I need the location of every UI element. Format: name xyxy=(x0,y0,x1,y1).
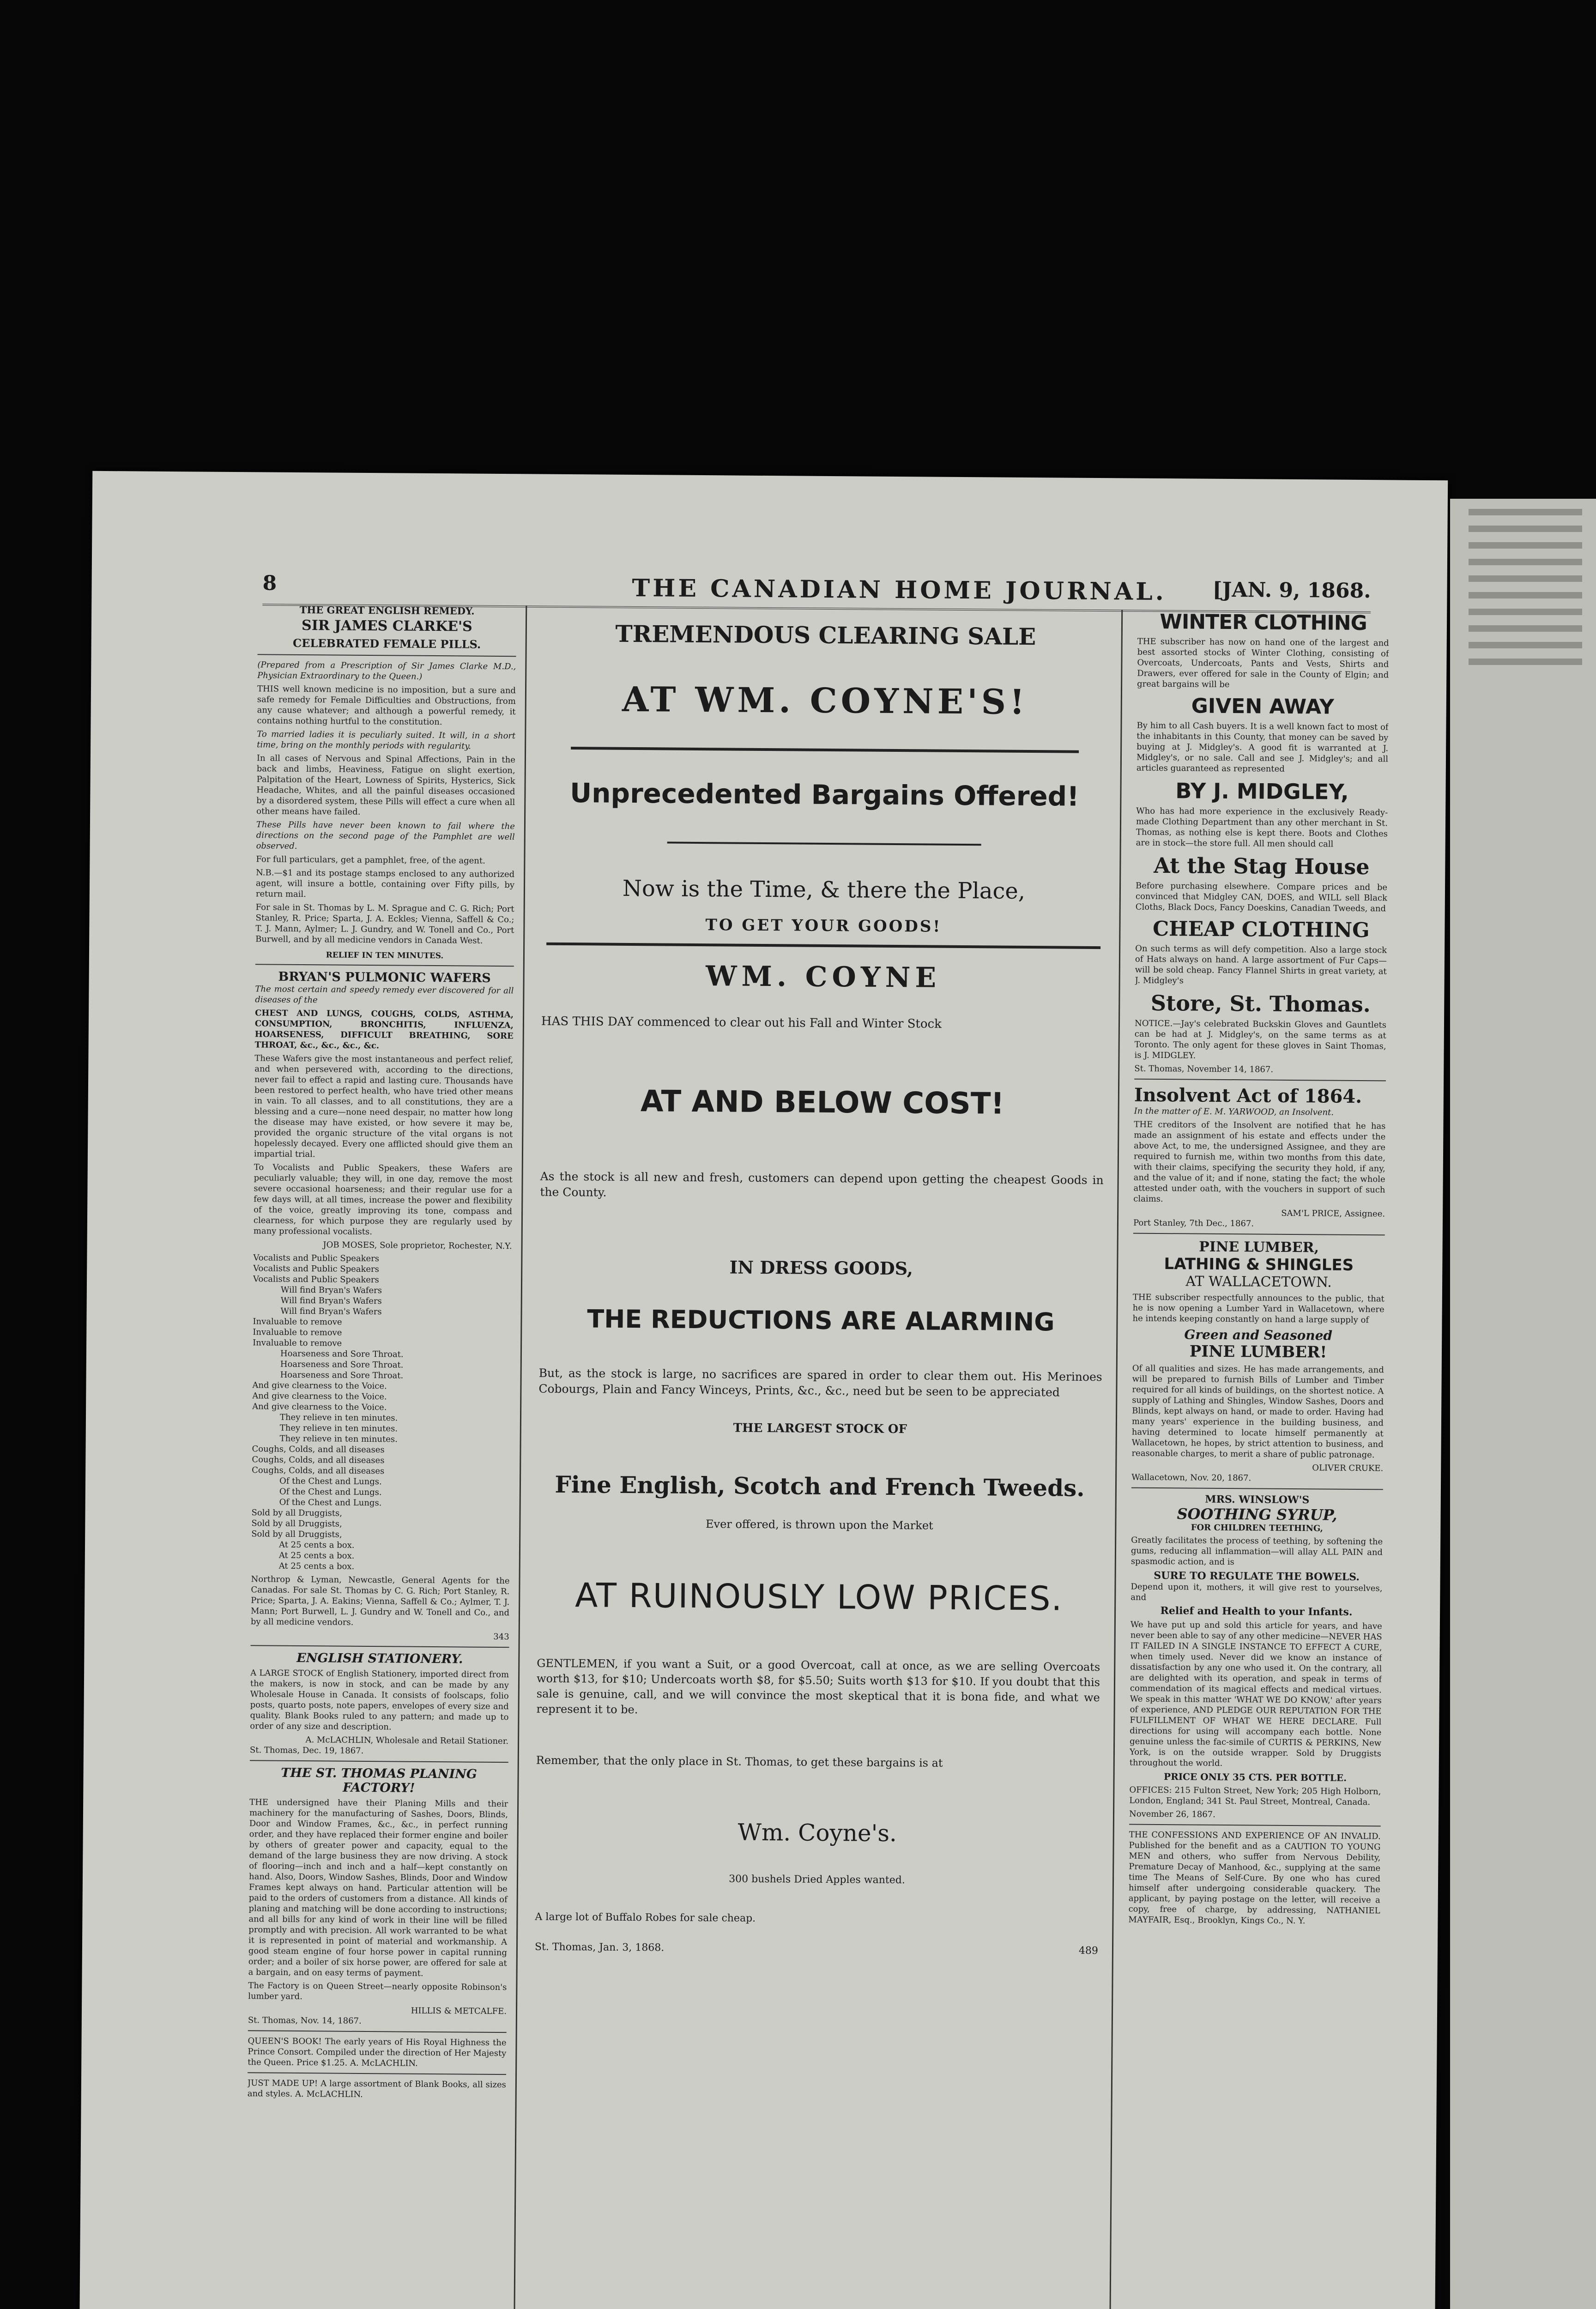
stationery-signer: A. McLACHLIN, Wholesale and Retail Stationer. xyxy=(305,1735,509,1747)
queens-book-ad: QUEEN'S BOOK! The early years of His Royal Highness the Prince Consort. Compiled under the direction of Her Majesty the Queen. Price $1.25. A. McLACHLIN. xyxy=(248,2036,507,2068)
insolvent-date: Port Stanley, 7th Dec., 1867. xyxy=(1133,1218,1254,1229)
wafers-line: They relieve in ten minutes. xyxy=(279,1423,398,1434)
price-line: PRICE ONLY 35 CTS. PER BOTTLE. xyxy=(1164,1771,1347,1783)
wafers-line: Invaluable to remove xyxy=(253,1317,342,1327)
wafers-line: And give clearness to the Voice. xyxy=(252,1402,387,1413)
wafers-line: Vocalists and Public Speakers xyxy=(253,1253,380,1264)
divider xyxy=(1131,1487,1383,1490)
gloves-notice: NOTICE.—Jay's celebrated Buckskin Gloves and Gauntlets can be had at J. Midgley's, on the same terms as at Toronto. The only agent for these gloves in Saint Thomas, is J. MIDGLEY. xyxy=(1134,1018,1387,1061)
wafers-body: These Wafers give the most instantaneous and perfect relief, and when persevered with, according to the directions, never fail to effect a rapid and lasting cure. Thousands have been restored to perfect health, who have tried other means in vain. To all classes, and to all constitutions, they are a blessing and a cure—none need despair, no matter how long the disease may have existed, or how severe it may be, provided the organic structure of the vital organs is not hopelessly decayed. Every one afflicted should give them an impartial trial. xyxy=(254,1053,514,1160)
middle-column xyxy=(517,605,1123,2309)
wafers-line: Will find Bryan's Wafers xyxy=(280,1306,382,1317)
newspaper-page xyxy=(79,471,1448,2309)
depend-note: Depend upon it, mothers, it will give rest to yourselves, and xyxy=(1130,1582,1383,1602)
text-line xyxy=(1469,509,1582,515)
factory-title: THE ST. THOMAS PLANING FACTORY! xyxy=(281,1765,478,1795)
store-name-heading: AT WM. COYNE'S! xyxy=(622,679,1028,722)
wafers-line: Invaluable to remove xyxy=(253,1338,342,1348)
winter-clothing-body: THE subscriber has now on hand one of the largest and best assorted stocks of Winter Clothing, consisting of Overcoats, Undercoats, Pants and Vests, Shirts and Drawers, ever offered for sale in the County of Elgin; and great bargains will be xyxy=(1137,636,1389,690)
remedy-kicker: THE GREAT ENGLISH REMEDY. xyxy=(299,604,475,617)
text-line xyxy=(1469,592,1582,598)
text-line xyxy=(1469,575,1582,582)
wafers-line: Hoarseness and Sore Throat. xyxy=(280,1359,404,1370)
remedy-title: SIR JAMES CLARKE'S xyxy=(301,617,472,635)
remedy-body: For sale in St. Thomas by L. M. Sprague and C. G. Rich; Port Stanley, R. Price; Sparta, J. A. Eckles; Vienna, Saffell & Co.; T. J. Mann, Aylmer; L. J. Gundry, and W. Tonell and Co., Port Burwell, and by all medicine vendors in Canada West. xyxy=(255,902,514,946)
midgley-heading: BY J. MIDGLEY, xyxy=(1175,778,1349,804)
wafers-line: Of the Chest and Lungs. xyxy=(279,1497,382,1508)
dress-goods-note: But, as the stock is large, no sacrifices are spared in order to clear them out. His Merinoes Cobourgs, Plain and Fancy Winceys, Prints, &c., &c., need but be seen to be appreciated xyxy=(538,1366,1102,1399)
blank-books-ad: JUST MADE UP! A large assortment of Blank Books, all sizes and styles. A. McLACHLIN. xyxy=(247,2078,506,2099)
divider xyxy=(667,842,981,846)
remedy-body: N.B.—$1 and its postage stamps enclosed to any authorized agent, will insure a bottle, containing over Fifty pills, by return mail. xyxy=(255,868,515,900)
offices: OFFICES: 215 Fulton Street, New York; 205 High Holborn, London, England; 341 St. Paul Street, Montreal, Canada. xyxy=(1129,1785,1381,1807)
sale-headline: TREMENDOUS CLEARING SALE xyxy=(615,620,1036,651)
wallacetown-body: THE subscriber respectfully announces to the public, that he is now opening a Lumber Yard in Wallacetown, where he intends keeping constantly on hand a large supply of xyxy=(1132,1292,1384,1325)
wafers-line: They relieve in ten minutes. xyxy=(279,1412,398,1423)
remedy-body: To married ladies it is peculiarly suited. It will, in a short time, bring on the monthly periods with regularity. xyxy=(257,729,516,751)
now-heading: Now is the Time, & there the Place, xyxy=(622,875,1026,904)
wafers-line: Sold by all Druggists, xyxy=(251,1508,343,1518)
store-location-heading: Store, St. Thomas. xyxy=(1150,990,1371,1017)
divider xyxy=(571,747,1079,753)
lathing-heading: LATHING & SHINGLES xyxy=(1164,1255,1354,1275)
green-seasoned-heading: Green and Seasoned xyxy=(1184,1327,1333,1343)
wafers-line: Sold by all Druggists, xyxy=(251,1529,342,1540)
bargains-heading: Unprecedented Bargains Offered! xyxy=(569,777,1079,812)
wafers-line: They relieve in ten minutes. xyxy=(279,1433,398,1445)
wafers-line: Coughs, Colds, and all diseases xyxy=(252,1444,385,1455)
remedy-credit: (Prepared from a Prescription of Sir James Clarke M.D., Physician Extraordinary to the Queen.) xyxy=(257,660,516,682)
left-column xyxy=(245,604,527,2309)
remedy-body: These Pills have never been known to fail where the directions on the second page of the Pamphlet are well observed. xyxy=(256,820,515,851)
children-subheading: FOR CHILDREN TEETHING, xyxy=(1191,1523,1324,1534)
wafers-tagline: The most certain and speedy remedy ever discovered for all diseases of the xyxy=(255,984,514,1005)
gentlemen-note: GENTLEMEN, if you want a Suit, or a good Overcoat, call at once, as we are selling Overcoats worth $13, for $10; Undercoats worth $8, for $5.50; Suits worth $13 for $10. If you doubt that this sale is genuine, call, and we will convince the most skeptical that it is bona fide, and what we represent it to be. xyxy=(536,1656,1100,1717)
text-line xyxy=(1469,542,1582,549)
wafers-line: Of the Chest and Lungs. xyxy=(279,1487,382,1498)
store-signature: Wm. Coyne's. xyxy=(738,1819,897,1847)
confessions-ad: THE CONFESSIONS AND EXPERIENCE OF AN INVALID. Published for the benefit and as a CAUTION TO YOUNG MEN and others, who suffer from Nervous Debility, Premature Decay of Manhood, &c., supplying at the same time The Means of Self-Cure. By one who has cured himself after undergoing considerable quackery. The applicant, by paying postage on the letter, will receive a copy, free of charge, by addressing, NATHANIEL MAYFAIR, Esq., Brooklyn, Kings Co., N. Y. xyxy=(1128,1830,1381,1926)
apples-note: 300 bushels Dried Apples wanted. xyxy=(729,1873,906,1886)
remedy-body: For full particulars, get a pamphlet, free, of the agent. xyxy=(256,854,485,866)
factory-body: THE undersigned have their Planing Mills and their machinery for the manufacturing of Sashes, Doors, Blinds, Door and Window Frames, &c., &c., in perfect running order, and they have replaced their former engine and boiler by others of greater power and capacity, equal to the demand of the large business they are now driving. A stock of flooring—inch and inch and a half—kept constantly on hand. Also, Doors, Window Sashes, Blinds, Door and Window Frames kept always on hand. Particular attention will be paid to the orders of customers from a distance. All kinds of planing and matching will be done according to instructions; and all bills for any kind of work in their line will be filled promptly and with precision. All work warranted to be what it is represented in point of material and workmanship. A good steam engine of four horse power in capital running order; and a boiler of six horse power, are offered for sale at a bargain, and on easy terms of payment. xyxy=(248,1797,508,1978)
wafers-title: BRYAN'S PULMONIC WAFERS xyxy=(278,969,491,985)
wallacetown-date: Wallacetown, Nov. 20, 1867. xyxy=(1131,1472,1251,1483)
syrup-body-2: We have put up and sold this article for years, and have never been able to say of any other medicine—NEVER HAS IT FAILED IN A SINGLE INSTANCE TO EFFECT A CURE, when timely used. Never did we know an instance of dissatisfaction by any one who used it. On the contrary, all are delighted with its operation, and speak in terms of commendation of its magical effects and medical virtues. We speak in this matter 'WHAT WE DO KNOW,' after years of experience, AND PLEDGE OUR REPUTATION FOR THE FULFILLMENT OF WHAT WE HERE DECLARE. Full directions for using will accompany each bottle. None genuine unless the fac-simile of CURTIS & PERKINS, New York, is on the outside wrapper. Sold by Druggists throughout the world. xyxy=(1129,1620,1382,1768)
wafers-line: Of the Chest and Lungs. xyxy=(279,1476,382,1487)
divider xyxy=(255,964,514,967)
wafers-line: Sold by all Druggists, xyxy=(251,1518,342,1529)
wafers-line: Vocalists and Public Speakers xyxy=(253,1274,379,1285)
factory-signer: HILLIS & METCALFE. xyxy=(411,2006,507,2017)
factory-location: The Factory is on Queen Street—nearly opposite Robinson's lumber yard. xyxy=(248,1981,507,2002)
wafers-line: Will find Bryan's Wafers xyxy=(280,1285,382,1296)
wallacetown-signer: OLIVER CRUKE. xyxy=(1312,1463,1384,1474)
stag-house-heading: At the Stag House xyxy=(1154,852,1370,880)
wafers-proprietor: JOB MOSES, Sole proprietor, Rochester, N.Y. xyxy=(323,1240,512,1251)
pine-lumber-body: Of all qualities and sizes. He has made arrangements, and will be prepared to furnish Bills of Lumber and Timber required for all kinds of buildings, on the shortest notice. A supply of Lathing and Shingles, Window Sashes, Doors and Blinds, kept always on hand, or made to order. Having had many years' experience in the building business, and having determined to locate himself permanently at Wallacetown, he hopes, by strict attention to business, and reasonable charges, to merit a share of public patronage. xyxy=(1131,1363,1384,1460)
ad-reference: 343 xyxy=(493,1632,509,1642)
stationery-title: ENGLISH STATIONERY. xyxy=(296,1650,463,1667)
sale-intro: HAS THIS DAY commenced to clear out his Fall and Winter Stock xyxy=(541,1014,942,1031)
insolvent-body: THE creditors of the Insolvent are notified that he has made an assignment of his estate and effects under the above Act, to me, the undersigned Assignee, and they are required to furnish me, within two months from this date, with their claims, specifying the security they hold, if any, and the value of it; and if none, stating the fact; the whole attested under oath, with the vouchers in support of such claims. xyxy=(1133,1119,1386,1204)
wafers-line: Will find Bryan's Wafers xyxy=(280,1295,382,1306)
insolvent-signer: SAM'L PRICE, Assignee. xyxy=(1281,1208,1385,1219)
divider xyxy=(1134,1079,1386,1082)
wallacetown-heading: AT WALLACETOWN. xyxy=(1185,1273,1332,1291)
insolvent-heading: Insolvent Act of 1864. xyxy=(1134,1084,1362,1108)
remedy-body: THIS well known medicine is no imposition, but a sure and safe remedy for Female Difficulties and Obstructions, from any cause whatever; and although a powerful remedy, it contains nothing hurtful to the constitution. xyxy=(257,684,516,727)
divider xyxy=(1129,1824,1381,1827)
largest-stock-heading: THE LARGEST STOCK OF xyxy=(733,1421,907,1437)
text-line xyxy=(1469,642,1582,648)
syrup-body: Greatly facilitates the process of teething, by softening the gums, reducing all inflammation—will allay ALL PAIN and spasmodic action, and is xyxy=(1130,1535,1383,1567)
divider xyxy=(248,2030,507,2033)
divider xyxy=(258,654,516,657)
right-column xyxy=(1124,610,1389,2309)
insolvent-subheading: In the matter of E. M. YARWOOD, an Insolvent. xyxy=(1134,1106,1334,1118)
stock-note: As the stock is all new and fresh, customers can depend upon getting the cheapest Goods in the County. xyxy=(540,1169,1104,1199)
wafers-diseases: CHEST AND LUNGS, COUGHS, COLDS, ASTHMA, CONSUMPTION, BRONCHITIS, INFLUENZA, HOARSENESS, DIFFICULT BREATHING, SORE THROAT, &c., &c., &c., &c. xyxy=(254,1008,514,1051)
newspaper-title: THE CANADIAN HOME JOURNAL. xyxy=(632,574,1167,606)
wafers-line: Vocalists and Public Speakers xyxy=(253,1263,380,1275)
divider xyxy=(546,943,1100,949)
wafers-line: Invaluable to remove xyxy=(253,1327,342,1338)
wafers-line: And give clearness to the Voice. xyxy=(252,1380,387,1391)
robes-note: A large lot of Buffalo Robes for sale cheap. xyxy=(535,1911,756,1924)
low-prices-heading: AT RUINOUSLY LOW PRICES. xyxy=(574,1576,1063,1618)
given-away-body: By him to all Cash buyers. It is a well known fact to most of the inhabitants in this County, that money can be saved by buying at J. Midgley's. A good fit is warranted at J. Midgley's, or no sale. Call and see J. Midgley's; and all articles guaranteed as represented xyxy=(1136,720,1389,774)
remedy-subtitle: CELEBRATED FEMALE PILLS. xyxy=(292,636,481,651)
wafers-line: At 25 cents a box. xyxy=(278,1561,355,1572)
wafers-line: Coughs, Colds, and all diseases xyxy=(252,1455,385,1466)
factory-date: St. Thomas, Nov. 14, 1867. xyxy=(248,2015,362,2026)
reductions-heading: THE REDUCTIONS ARE ALARMING xyxy=(587,1304,1055,1337)
remember-note: Remember, that the only place in St. Thomas, to get these bargains is at xyxy=(536,1753,943,1770)
adjacent-page-edge xyxy=(1450,499,1596,2309)
sale-date xyxy=(535,1941,1098,1957)
wafers-line: Hoarseness and Sore Throat. xyxy=(280,1370,404,1381)
text-line xyxy=(1469,609,1582,615)
relief-heading: Relief and Health to your Infants. xyxy=(1160,1605,1353,1618)
divider xyxy=(1133,1233,1385,1236)
text-line xyxy=(1469,526,1582,532)
wafers-line: Coughs, Colds, and all diseases xyxy=(252,1465,385,1476)
pine-lumber-heading-2: PINE LUMBER! xyxy=(1189,1342,1327,1362)
page-number: 8 xyxy=(262,571,277,595)
text-line xyxy=(1469,559,1582,565)
winslow-kicker: MRS. WINSLOW'S xyxy=(1205,1493,1310,1506)
relief-heading: RELIEF IN TEN MINUTES. xyxy=(326,950,444,961)
midgley-body: Who has had more experience in the exclusively Ready-made Clothing Department than any other merchant in St. Thomas, as nothing else is kept there. Boots and Clothes are in stock—the store full. All men should call xyxy=(1136,806,1388,849)
cheap-clothing-body: On such terms as will defy competition. Also a large stock of Hats always on hand. A large assortment of Fur Caps—will be sold cheap. Fancy Flannel Shirts in great variety, at J. Midgley's xyxy=(1135,943,1387,986)
winter-clothing-heading: WINTER CLOTHING xyxy=(1160,610,1367,635)
text-line xyxy=(1469,625,1582,632)
market-note: Ever offered, is thrown upon the Market xyxy=(705,1517,933,1532)
divider xyxy=(250,1760,508,1763)
get-goods-heading: TO GET YOUR GOODS! xyxy=(705,916,942,936)
stag-house-body: Before purchasing elsewhere. Compare prices and be convinced that Midgley CAN, DOES, and WILL sell Black Cloths, Black Docs, Fancy Doeskins, Canadian Tweeds, and xyxy=(1135,881,1388,914)
merchant-name: WM. COYNE xyxy=(705,960,941,994)
tweeds-heading: Fine English, Scotch and French Tweeds. xyxy=(555,1470,1085,1502)
wafers-line: At 25 cents a box. xyxy=(278,1540,355,1550)
below-cost-heading: AT AND BELOW COST! xyxy=(640,1084,1004,1121)
divider xyxy=(251,1645,509,1648)
ad-reference: 489 xyxy=(1078,1945,1099,1957)
issue-date: [JAN. 9, 1868. xyxy=(1212,578,1371,603)
regulate-heading: SURE TO REGULATE THE BOWELS. xyxy=(1154,1569,1360,1584)
wafers-line: And give clearness to the Voice. xyxy=(252,1391,387,1402)
wafers-line: Hoarseness and Sore Throat. xyxy=(280,1348,404,1360)
wafers-repeated-lines xyxy=(251,1252,512,1573)
wafers-agents: Northrop & Lyman, Newcastle, General Agents for the Canadas. For sale St. Thomas by C. G. Rich; Port Stanley, R. Price; Sparta, J. A. Eakins; Vienna, Saffell & Co.; Aylmer, T. J. Mann; Port Burwell, L. J. Gundry and W. Tonell and Co., and by all medicine vendors. xyxy=(250,1574,510,1627)
offices-date: November 26, 1867. xyxy=(1129,1809,1215,1819)
sale-date-text: St. Thomas, Jan. 3, 1868. xyxy=(534,1941,665,1954)
dress-goods-heading: IN DRESS GOODS, xyxy=(729,1257,913,1279)
stationery-body: A LARGE STOCK of English Stationery, imported direct from the makers, is now in stock, and can be made by any Wholesale House in Canada. It consists of foolscaps, folio posts, quarto posts, note papers, envelopes of every size and quality. Blank Books ruled to any pattern; and made up to order of any size and description. xyxy=(250,1668,509,1732)
pine-lumber-heading: PINE LUMBER, xyxy=(1199,1239,1319,1256)
cheap-clothing-heading: CHEAP CLOTHING xyxy=(1152,917,1370,943)
divider xyxy=(248,2072,506,2075)
given-away-heading: GIVEN AWAY xyxy=(1191,694,1334,719)
notice-date: St. Thomas, November 14, 1867. xyxy=(1134,1064,1274,1075)
stationery-date: St. Thomas, Dec. 19, 1867. xyxy=(249,1745,364,1756)
wafers-body: To Vocalists and Public Speakers, these Wafers are peculiarly valuable; they will, in one day, remove the most severe occasional hoarseness; and their regular use for a few days will, at all times, increase the power and flexibility of the voice, greatly improving its tone, compass and clearness, for which purpose they are regularly used by many professional vocalists. xyxy=(253,1162,513,1237)
syrup-heading: SOOTHING SYRUP, xyxy=(1177,1505,1337,1524)
wafers-line: At 25 cents a box. xyxy=(278,1550,355,1561)
remedy-body: In all cases of Nervous and Spinal Affections, Pain in the back and limbs, Heaviness, Fatigue on slight exertion, Palpitation of the Heart, Lowness of Spirits, Hysterics, Sick Headache, Whites, and all the painful diseases occasioned by a disordered system, these Pills will effect a cure when all other means have failed. xyxy=(256,753,516,817)
text-line xyxy=(1469,659,1582,665)
